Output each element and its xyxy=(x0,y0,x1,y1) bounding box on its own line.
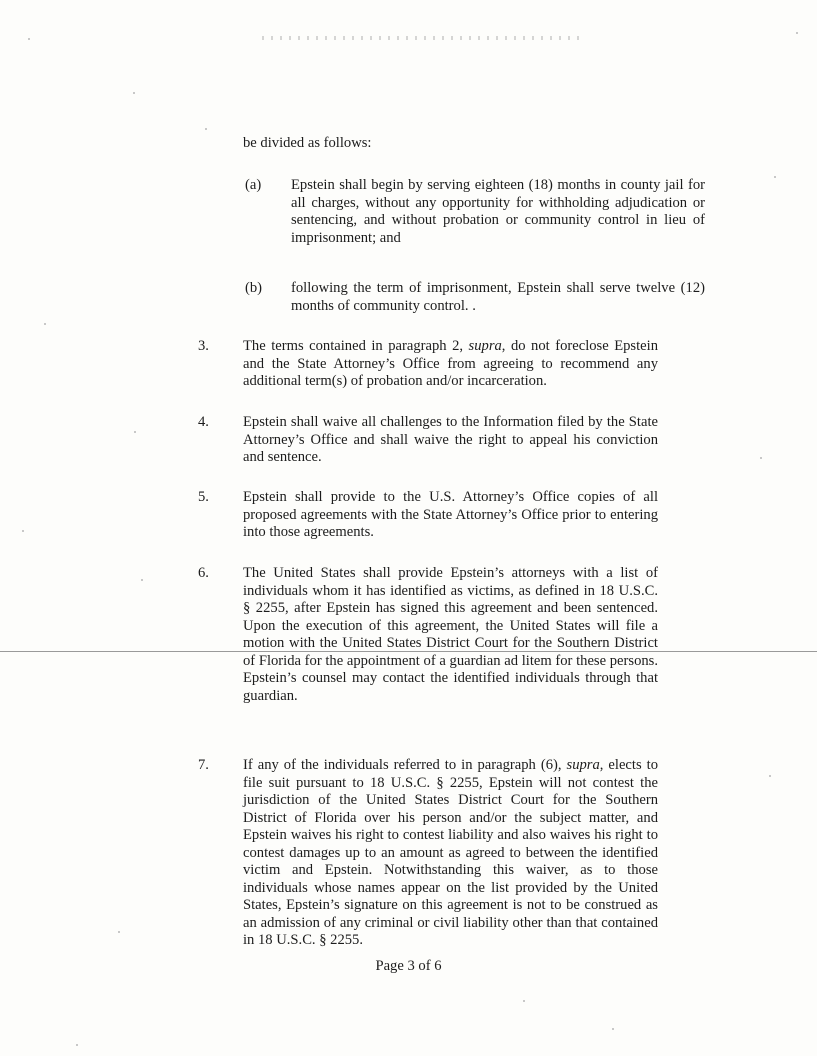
paragraph-number: 5. xyxy=(198,489,209,505)
scan-speck xyxy=(118,931,120,933)
sub-item-label: (b) xyxy=(245,280,263,296)
scan-speck xyxy=(774,176,776,178)
paragraph-text: If any of the individuals referred to in paragraph (6), supra, elects to file suit pursuant to 18 U.S.C. § 2255, Epstein will not contest the jurisdiction of the United States District Court for the Southern District of Florida over his person and/or the subject matter, and Epstein waives his right to contest liability and also waives his right to contest damages up to an amount as agreed to between the identified victim and Epstein. Notwithstanding this waiver, as to those individuals whose names appear on the list provided by the United States, Epstein’s signature on this agreement is not to be construed as an admission of any criminal or civil liability other than that contained in 18 U.S.C. § 2255. xyxy=(243,757,658,948)
paragraph-6 xyxy=(198,565,658,705)
paragraph-text: The terms contained in paragraph 2, supra, do not foreclose Epstein and the State Attorney’s Office from agreeing to recommend any additional term(s) of probation and/or incarceration. xyxy=(243,338,658,389)
sub-item-text: following the term of imprisonment, Epstein shall serve twelve (12) months of community control. . xyxy=(291,280,705,314)
paragraph-4 xyxy=(198,414,658,467)
scan-speck xyxy=(134,431,136,433)
scan-speck xyxy=(141,579,143,581)
scan-speck xyxy=(205,128,207,130)
sub-item-label: (a) xyxy=(245,177,262,193)
paragraph-5 xyxy=(198,489,658,542)
paragraph-7 xyxy=(198,757,658,950)
scan-speck xyxy=(760,457,762,459)
sub-item-b xyxy=(245,280,705,315)
scan-speck xyxy=(523,1000,525,1002)
scan-speck xyxy=(44,323,46,325)
scan-artifact xyxy=(262,36,582,40)
scan-speck xyxy=(796,32,798,34)
page-footer: Page 3 of 6 xyxy=(375,958,442,974)
paragraph-number: 4. xyxy=(198,414,209,430)
sub-item-a xyxy=(245,177,705,247)
paragraph-number: 7. xyxy=(198,757,209,773)
scan-speck xyxy=(22,530,24,532)
scan-speck xyxy=(76,1044,78,1046)
paragraph-number: 6. xyxy=(198,565,209,581)
paragraph-text: Epstein shall provide to the U.S. Attorney’s Office copies of all proposed agreements with the State Attorney’s Office prior to entering into those agreements. xyxy=(243,489,658,540)
sub-item-text: Epstein shall begin by serving eighteen (18) months in county jail for all charges, without any opportunity for withholding adjudication or sentencing, and without probation or community control in lieu of imprisonment; and xyxy=(291,177,705,246)
paragraph-3 xyxy=(198,338,658,391)
paragraph-text: Epstein shall waive all challenges to the Information filed by the State Attorney’s Office and shall waive the right to appeal his conviction and sentence. xyxy=(243,414,658,465)
scan-speck xyxy=(28,38,30,40)
paragraph-number: 3. xyxy=(198,338,209,354)
intro-line: be divided as follows: xyxy=(243,135,372,151)
paragraph-text: The United States shall provide Epstein’s attorneys with a list of individuals whom it has identified as victims, as defined in 18 U.S.C. § 2255, after Epstein has signed this agreement and been sentenced. Upon the execution of this agreement, the United States will file a motion with the United States District Court for the Southern District of Florida for the appointment of a guardian ad litem for these persons. Epstein’s counsel may contact the identified individuals through that guardian. xyxy=(243,565,658,704)
scan-speck xyxy=(133,92,135,94)
scan-speck xyxy=(612,1028,614,1030)
scan-speck xyxy=(769,775,771,777)
